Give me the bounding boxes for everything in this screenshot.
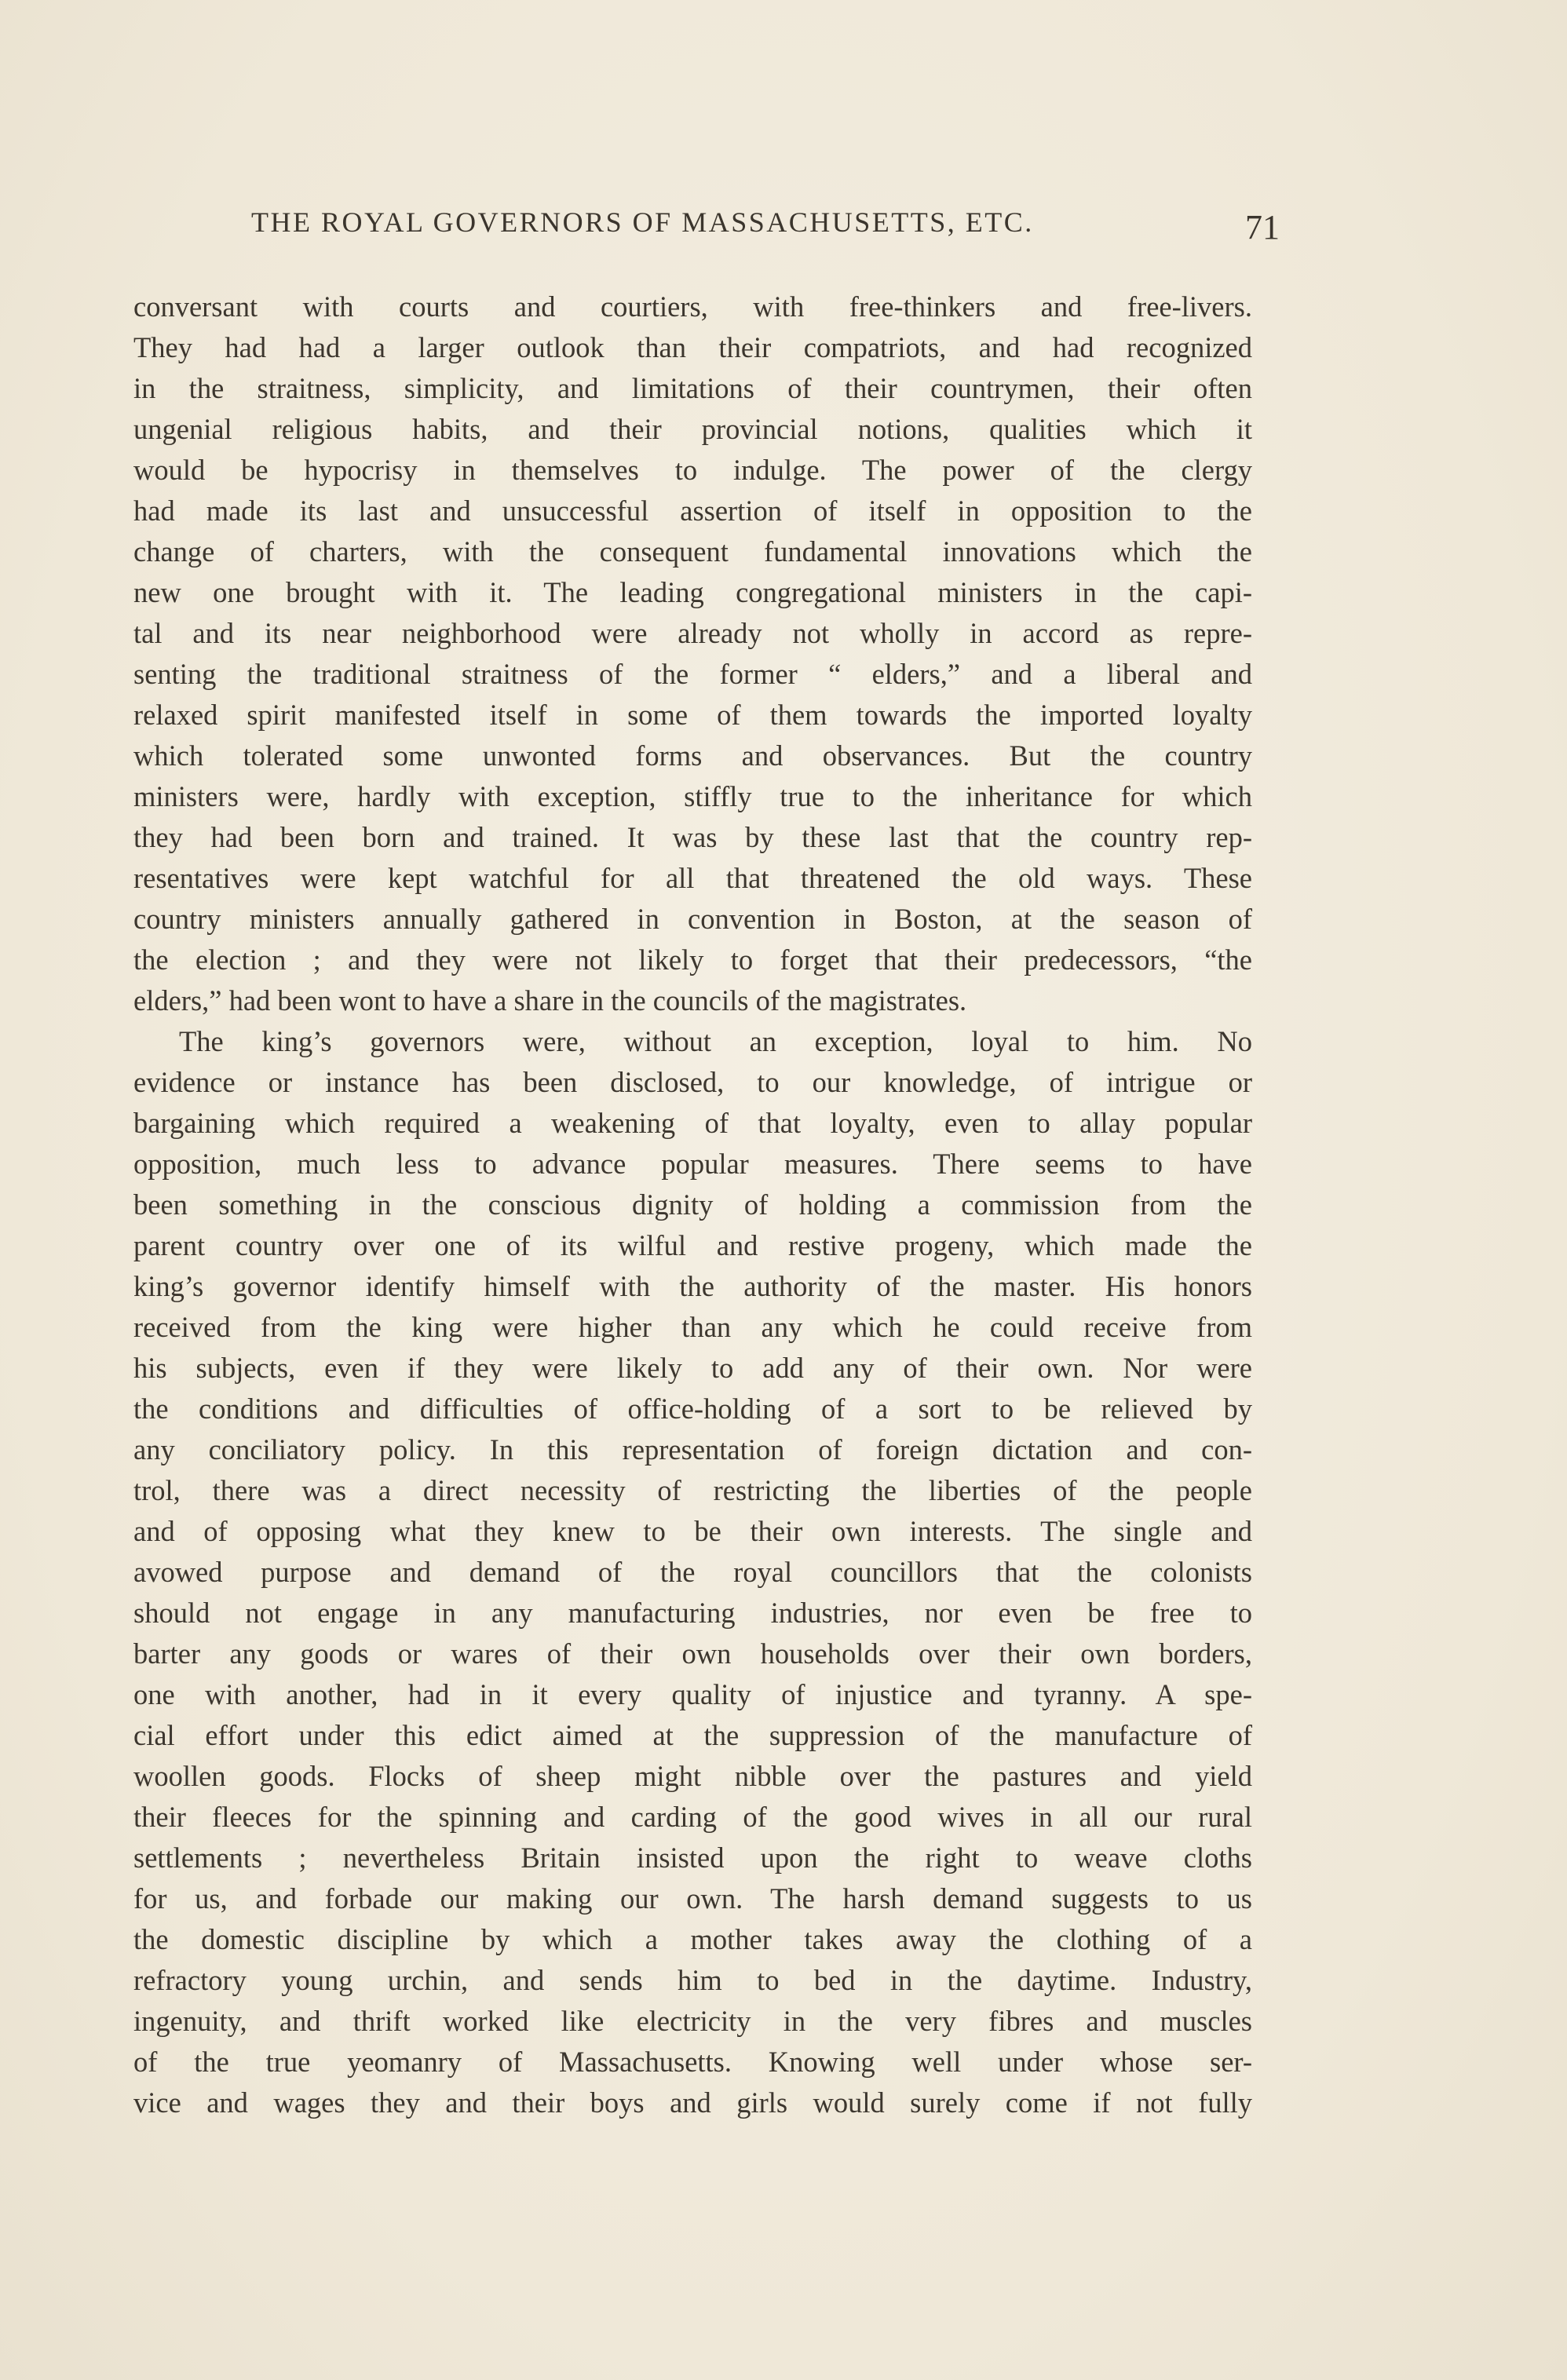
- text-line: barter any goods or wares of their own households over their own borders,: [133, 1637, 1252, 1670]
- text-line: ungenial religious habits, and their provincial notions, qualities which it: [133, 413, 1252, 445]
- text-line: his subjects, even if they were likely to add any of their own. Nor were: [133, 1352, 1252, 1384]
- text-line: evidence or instance has been disclosed, to our knowledge, of intrigue or: [133, 1066, 1252, 1098]
- paragraph-start-line: The king’s governors were, without an exception, loyal to him. No: [179, 1025, 1252, 1057]
- text-line: king’s governor identify himself with the authority of the master. His honors: [133, 1270, 1252, 1302]
- text-line: resentatives were kept watchful for all that threatened the old ways. These: [133, 862, 1252, 894]
- text-line: refractory young urchin, and sends him to bed in the daytime. Industry,: [133, 1964, 1252, 1996]
- text-line: trol, there was a direct necessity of restricting the liberties of the people: [133, 1474, 1252, 1506]
- page-header: [251, 206, 1280, 253]
- text-line: the election ; and they were not likely to forget that their predecessors, “the: [133, 944, 1252, 976]
- text-line: parent country over one of its wilful and restive progeny, which made the: [133, 1229, 1252, 1261]
- text-line: the conditions and difficulties of office-holding of a sort to be relieved by: [133, 1393, 1252, 1425]
- text-line: tal and its near neighborhood were already not wholly in accord as repre-: [133, 617, 1252, 649]
- text-line: been something in the conscious dignity of holding a commission from the: [133, 1188, 1252, 1221]
- text-line: opposition, much less to advance popular measures. There seems to have: [133, 1148, 1252, 1180]
- running-title: THE ROYAL GOVERNORS OF MASSACHUSETTS, ETC.: [251, 206, 1034, 238]
- body-text: [133, 287, 1252, 2123]
- text-line: bargaining which required a weakening of that loyalty, even to allay popular: [133, 1107, 1252, 1139]
- text-line: change of charters, with the consequent fundamental innovations which the: [133, 535, 1252, 568]
- text-line: of the true yeomanry of Massachusetts. Knowing well under whose ser-: [133, 2046, 1252, 2078]
- text-line: had made its last and unsuccessful assertion of itself in opposition to the: [133, 495, 1252, 527]
- text-line: the domestic discipline by which a mother takes away the clothing of a: [133, 1923, 1252, 1955]
- text-line: any conciliatory policy. In this representation of foreign dictation and con-: [133, 1433, 1252, 1466]
- text-line: and of opposing what they knew to be their own interests. The single and: [133, 1515, 1252, 1547]
- text-line: settlements ; nevertheless Britain insisted upon the right to weave cloths: [133, 1842, 1252, 1874]
- text-line: conversant with courts and courtiers, with free-thinkers and free-livers.: [133, 290, 1252, 323]
- text-line: country ministers annually gathered in convention in Boston, at the season of: [133, 903, 1252, 935]
- text-line: new one brought with it. The leading congregational ministers in the capi-: [133, 576, 1252, 608]
- text-line: relaxed spirit manifested itself in some of them towards the imported loyalty: [133, 699, 1252, 731]
- text-line: they had been born and trained. It was by these last that the country rep-: [133, 821, 1252, 853]
- text-line: avowed purpose and demand of the royal councillors that the colonists: [133, 1556, 1252, 1588]
- text-line: in the straitness, simplicity, and limitations of their countrymen, their often: [133, 372, 1252, 404]
- paragraph-end-line: elders,” had been wont to have a share in the councils of the magistrates.: [133, 984, 967, 1017]
- text-line: They had had a larger outlook than their compatriots, and had recognized: [133, 331, 1252, 363]
- text-line: should not engage in any manufacturing industries, nor even be free to: [133, 1597, 1252, 1629]
- text-line: cial effort under this edict aimed at the suppression of the manufacture of: [133, 1719, 1252, 1751]
- text-line: woollen goods. Flocks of sheep might nibble over the pastures and yield: [133, 1760, 1252, 1792]
- text-line: one with another, had in it every quality of injustice and tyranny. A spe-: [133, 1678, 1252, 1710]
- text-line: would be hypocrisy in themselves to indulge. The power of the clergy: [133, 454, 1252, 486]
- text-line: ingenuity, and thrift worked like electricity in the very fibres and muscles: [133, 2005, 1252, 2037]
- text-line: for us, and forbade our making our own. The harsh demand suggests to us: [133, 1882, 1252, 1915]
- text-line: received from the king were higher than any which he could receive from: [133, 1311, 1252, 1343]
- text-line: senting the traditional straitness of the former “ elders,” and a liberal and: [133, 658, 1252, 690]
- text-line: their fleeces for the spinning and carding of the good wives in all our rural: [133, 1801, 1252, 1833]
- text-line: ministers were, hardly with exception, stiffly true to the inheritance for which: [133, 780, 1252, 812]
- text-line: vice and wages they and their boys and girls would surely come if not fully: [133, 2086, 1252, 2119]
- page-number: 71: [1245, 208, 1280, 246]
- text-line: which tolerated some unwonted forms and observances. But the country: [133, 739, 1252, 772]
